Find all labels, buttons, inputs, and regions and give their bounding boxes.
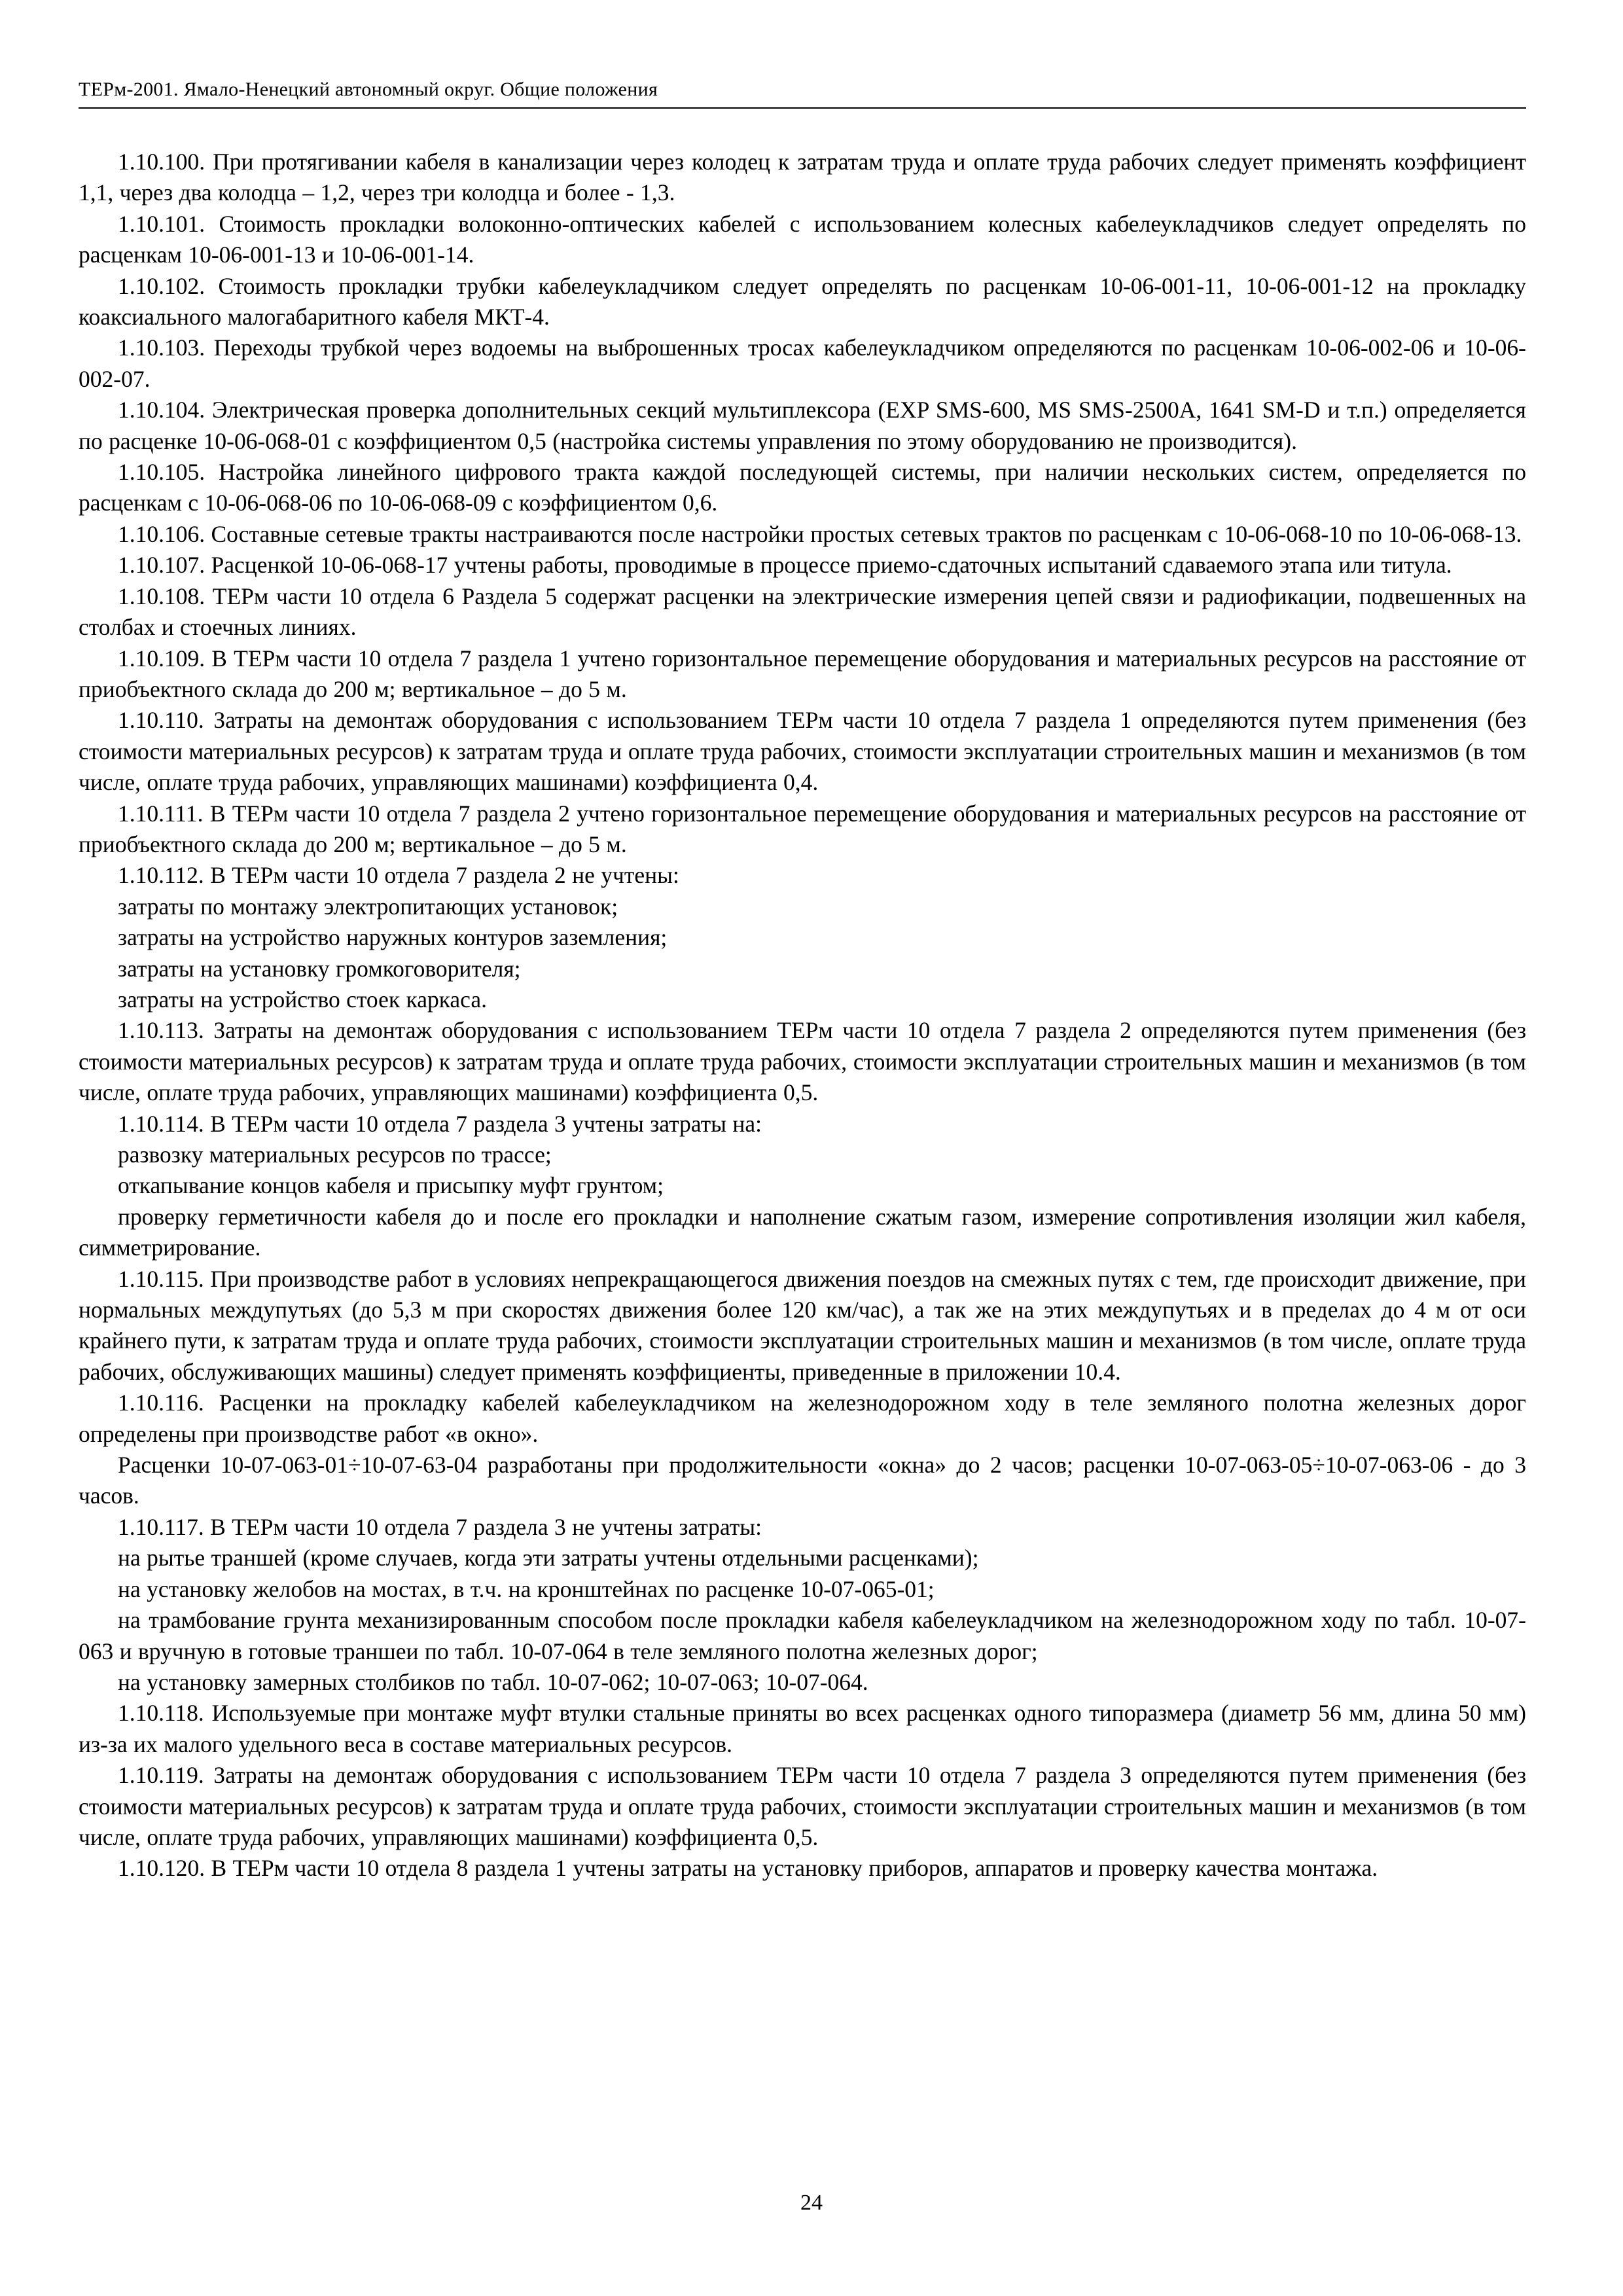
list-item: проверку герметичности кабеля до и после его прокладки и наполнение сжатым газом, измерение сопротивления изоляции жил кабеля, симметрирование.	[79, 1203, 1526, 1261]
paragraph: 1.10.108. ТЕРм части 10 отдела 6 Раздела 5 содержат расценки на электрические измерения цепей связи и радиофикации, подвешенных на столбах и стоечных линиях.	[79, 583, 1526, 641]
header-title: ТЕРм-2001. Ямало-Ненецкий автономный округ. Общие положения	[79, 79, 658, 100]
paragraph: 1.10.103. Переходы трубкой через водоемы на выброшенных тросах кабелеукладчиком определяются по расценкам 10-06-002-06 и 10-06-002-07.	[79, 334, 1526, 392]
list-item: затраты на устройство наружных контуров заземления;	[118, 924, 668, 951]
paragraph: 1.10.114. В ТЕРм части 10 отдела 7 раздела 3 учтены затраты на:	[118, 1110, 762, 1137]
paragraph: 1.10.115. При производстве работ в условиях непрекращающегося движения поездов на смежных путях с тем, где происходит движение, при нормальных междупутьях (до 5,3 м при скоростях движения более 120 км/час), а так же на этих междупутьях и в пределах до 4 м от оси крайнего пути, к затратам труда и оплате труда рабочих, стоимости эксплуатации строительных машин и механизмов (в том числе, оплате труда рабочих, обслуживающих машины) следует применять коэффициенты, приведенные в приложении 10.4.	[79, 1265, 1526, 1385]
paragraph: 1.10.109. В ТЕРм части 10 отдела 7 раздела 1 учтено горизонтальное перемещение оборудования и материальных ресурсов на расстояние от приобъектного склада до 200 м; вертикальное – до 5 м.	[79, 645, 1526, 702]
paragraph: 1.10.117. В ТЕРм части 10 отдела 7 раздела 3 не учтены затраты:	[118, 1513, 762, 1540]
list-item: на установку желобов на мостах, в т.ч. на кронштейнах по расценке 10-07-065-01;	[118, 1575, 935, 1602]
paragraph: 1.10.111. В ТЕРм части 10 отдела 7 раздела 2 учтено горизонтальное перемещение оборудования и материальных ресурсов на расстояние от приобъектного склада до 200 м; вертикальное – до 5 м.	[79, 800, 1526, 857]
paragraph: 1.10.102. Стоимость прокладки трубки кабелеукладчиком следует определять по расценкам 10-06-001-11, 10-06-001-12 на прокладку коаксиального малогабаритного кабеля МКТ-4.	[79, 272, 1526, 331]
document-body	[79, 147, 1526, 1884]
paragraph: 1.10.105. Настройка линейного цифрового тракта каждой последующей системы, при наличии нескольких систем, определяется по расценкам с 10-06-068-06 по 10-06-068-09 с коэффициентом 0,6.	[79, 459, 1526, 516]
paragraph: 1.10.106. Составные сетевые тракты настраиваются после настройки простых сетевых трактов по расценкам с 10-06-068-10 по 10-06-068-13.	[118, 520, 1522, 547]
list-item: на трамбование грунта механизированным способом после прокладки кабеля кабелеукладчиком на железнодорожном ходу по табл. 10-07-063 и вручную в готовые траншеи по табл. 10-07-064 в теле земляного полотна железных дорог;	[79, 1607, 1526, 1664]
paragraph: 1.10.107. Расценкой 10-06-068-17 учтены работы, проводимые в процессе приемо-сдаточных испытаний сдаваемого этапа или титула.	[118, 552, 1452, 579]
paragraph: 1.10.112. В ТЕРм части 10 отдела 7 раздела 2 не учтены:	[118, 862, 679, 889]
paragraph: 1.10.116. Расценки на прокладку кабелей кабелеукладчиком на железнодорожном ходу в теле земляного полотна железных дорог определены при производстве работ «в окно».	[79, 1390, 1526, 1447]
paragraph: 1.10.101. Стоимость прокладки волоконно-оптических кабелей с использованием колесных кабелеукладчиков следует определять по расценкам 10-06-001-13 и 10-06-001-14.	[79, 210, 1526, 268]
list-item: затраты на устройство стоек каркаса.	[118, 986, 488, 1013]
paragraph: 1.10.110. Затраты на демонтаж оборудования с использованием ТЕРм части 10 отдела 7 раздела 1 определяются путем применения (без стоимости материальных ресурсов) к затратам труда и оплате труда рабочих, стоимости эксплуатации строительных машин и механизмов (в том числе, оплате труда рабочих, управляющих машинами) коэффициента 0,4.	[79, 707, 1526, 796]
list-item: на установку замерных столбиков по табл. 10-07-062; 10-07-063; 10-07-064.	[118, 1668, 868, 1695]
paragraph: 1.10.119. Затраты на демонтаж оборудования с использованием ТЕРм части 10 отдела 7 раздела 3 определяются путем применения (без стоимости материальных ресурсов) к затратам труда и оплате труда рабочих, стоимости эксплуатации строительных машин и механизмов (в том числе, оплате труда рабочих, управляющих машинами) коэффициента 0,5.	[79, 1762, 1526, 1850]
list-item: на рытье траншей (кроме случаев, когда эти затраты учтены отдельными расценками);	[118, 1545, 979, 1571]
page-number: 24	[800, 2191, 823, 2215]
page-footer	[0, 2190, 1623, 2216]
list-item: затраты на установку громкоговорителя;	[118, 955, 521, 982]
paragraph: 1.10.118. Используемые при монтаже муфт втулки стальные приняты во всех расценках одного типоразмера (диаметр 56 мм, длина 50 мм) из-за их малого удельного веса в составе материальных ресурсов.	[79, 1700, 1526, 1757]
list-item: затраты по монтажу электропитающих установок;	[118, 893, 618, 920]
list-item: развозку материальных ресурсов по трассе;	[118, 1141, 552, 1168]
paragraph: 1.10.113. Затраты на демонтаж оборудования с использованием ТЕРм части 10 отдела 7 раздела 2 определяются путем применения (без стоимости материальных ресурсов) к затратам труда и оплате труда рабочих, стоимости эксплуатации строительных машин и механизмов (в том числе, оплате труда рабочих, управляющих машинами) коэффициента 0,5.	[79, 1017, 1526, 1106]
page-header	[79, 76, 1526, 109]
paragraph: 1.10.120. В ТЕРм части 10 отдела 8 раздела 1 учтены затраты на установку приборов, аппаратов и проверку качества монтажа.	[118, 1855, 1378, 1882]
paragraph: 1.10.104. Электрическая проверка дополнительных секций мультиплексора (EXP SMS-600, MS SMS-2500A, 1641 SM-D и т.п.) определяется по расценке 10-06-068-01 с коэффициентом 0,5 (настройка системы управления по этому оборудованию не производится).	[79, 397, 1526, 454]
list-item: откапывание концов кабеля и присыпку муфт грунтом;	[118, 1172, 664, 1199]
paragraph: Расценки 10-07-063-01÷10-07-63-04 разработаны при продолжительности «окна» до 2 часов; расценки 10-07-063-05÷10-07-063-06 - до 3 часов.	[79, 1452, 1526, 1509]
paragraph: 1.10.100. При протягивании кабеля в канализации через колодец к затратам труда и оплате труда рабочих следует применять коэффициент 1,1, через два колодца – 1,2, через три колодца и более - 1,3.	[79, 149, 1526, 206]
